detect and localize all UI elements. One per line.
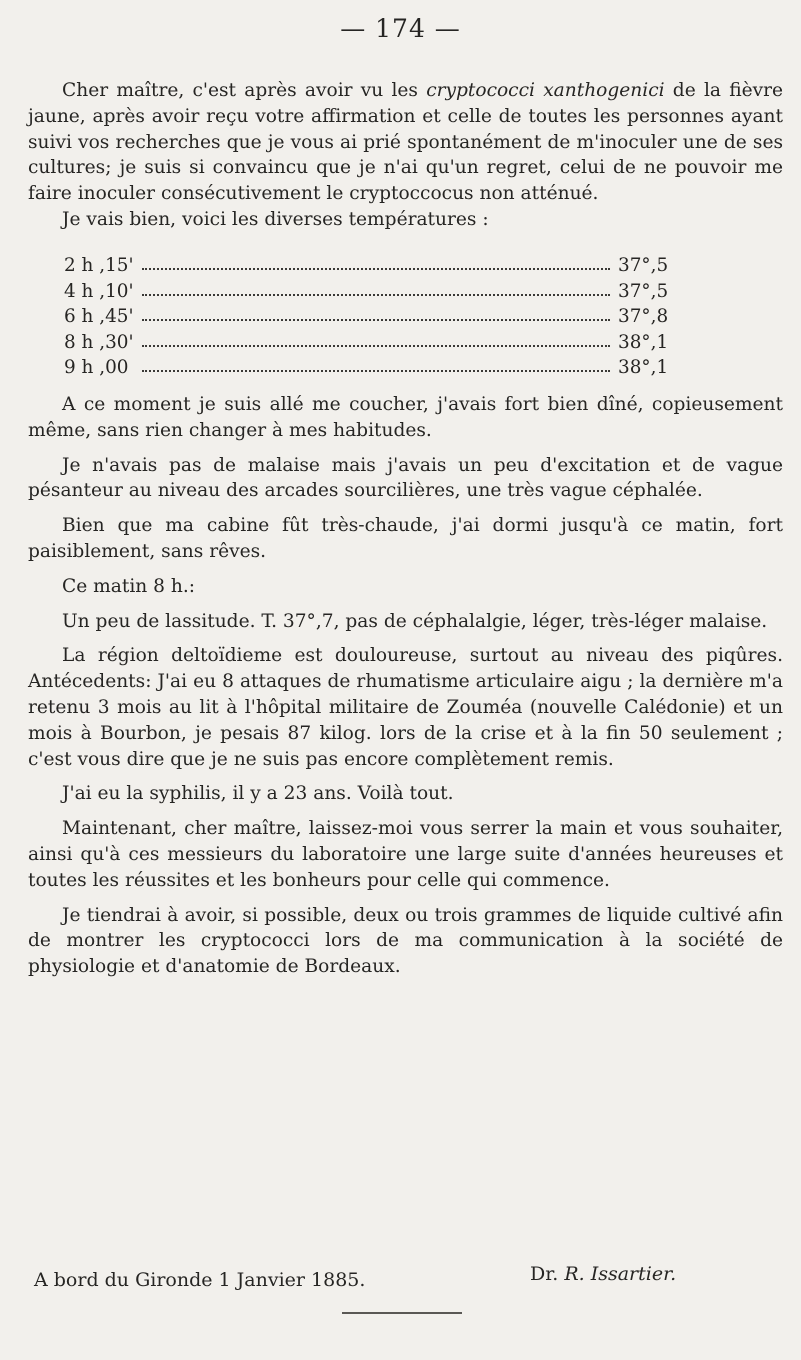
body-paragraph: Bien que ma cabine fût très-chaude, j'ai dormi jusqu'à ce matin, fort paisiblement, sans rêves. bbox=[28, 515, 783, 562]
temperature-time: 2 h ,15' bbox=[64, 255, 134, 276]
end-rule bbox=[342, 1312, 462, 1314]
temperature-row bbox=[64, 304, 704, 330]
temperature-value: 37°,8 bbox=[618, 306, 669, 327]
temperature-table bbox=[64, 253, 704, 381]
body-paragraph: Ce matin 8 h.: bbox=[62, 575, 196, 597]
intro-paragraph bbox=[28, 78, 783, 207]
body-paragraph: J'ai eu la syphilis, il y a 23 ans. Voilà tout. bbox=[62, 783, 454, 805]
temperature-value: 37°,5 bbox=[618, 255, 669, 276]
letter-opening bbox=[28, 78, 783, 233]
leader-dots bbox=[142, 345, 610, 347]
temperature-time: 8 h ,30' bbox=[64, 331, 134, 353]
temperature-time: 4 h ,10' bbox=[64, 280, 134, 302]
temperature-row bbox=[64, 253, 704, 279]
leader-dots bbox=[142, 319, 610, 321]
temperature-row bbox=[64, 279, 704, 305]
leader-dots bbox=[142, 268, 610, 270]
temperature-value: 37°,5 bbox=[618, 280, 669, 302]
leader-dots bbox=[142, 294, 610, 296]
temperatures-intro: Je vais bien, voici les diverses températures : bbox=[62, 208, 489, 230]
temperature-row bbox=[64, 330, 704, 356]
temperature-time: 9 h ,00 bbox=[64, 357, 129, 378]
temperature-value: 38°,1 bbox=[618, 331, 669, 353]
body-paragraph: La région deltoïdieme est douloureuse, surtout au niveau des piqûres. Antécedents: J'ai eu 8 attaques de rhumatisme articulaire aigu ; la dernière m'a retenu 3 mois au lit à l'hôpital militaire de Zouméa (nouvelle Calédonie) et un mois à Bourbon, je pesais 87 kilog. lors de la crise et à la fin 50 seulement ; c'est vous dire que je ne suis pas encore complètement remis. bbox=[28, 645, 783, 770]
letter-signoff: A bord du Gironde 1 Janvier 1885. bbox=[34, 1269, 366, 1291]
leader-dots bbox=[142, 370, 610, 372]
body-paragraph: Un peu de lassitude. T. 37°,7, pas de céphalalgie, léger, très-léger malaise. bbox=[62, 610, 768, 632]
intro-italic-term: cryptococci xanthogenici bbox=[426, 80, 665, 101]
signature-title: Dr. bbox=[530, 1263, 565, 1285]
intro-text-start: Cher maître, c'est après avoir vu les bbox=[62, 80, 427, 101]
intro-text-end: de la fièvre jaune, après avoir reçu votre affirmation et celle de toutes les personnes ayant suivi vos recherches que je vous ai prié spontanément de m'inoculer une de ses cultures; je suis si convaincu que je n'ai qu'un regret, celui de ne pouvoir me faire inoculer consécutivement le cryptoccocus non atténué. bbox=[28, 80, 784, 205]
signature-name: R. Issartier. bbox=[564, 1263, 677, 1285]
body-paragraph: Je n'avais pas de malaise mais j'avais un peu d'excitation et de vague pésanteur au niveau des arcades sourcilières, une très vague céphalée. bbox=[28, 454, 783, 502]
temperature-row bbox=[64, 355, 704, 381]
body-paragraph: Maintenant, cher maître, laissez-moi vous serrer la main et vous souhaiter, ainsi qu'à ces messieurs du laboratoire une large suite d'années heureuses et toutes les réussites et les bonheurs pour celle qui commence. bbox=[28, 818, 783, 891]
letter-body bbox=[28, 392, 783, 980]
temperature-time: 6 h ,45' bbox=[64, 306, 134, 327]
body-paragraph: A ce moment je suis allé me coucher, j'avais fort bien dîné, copieusement même, sans rien changer à mes habitudes. bbox=[28, 394, 783, 441]
body-paragraph: Je tiendrai à avoir, si possible, deux ou trois grammes de liquide cultivé afin de montrer les cryptococci lors de ma communication à la société de physiologie et d'anatomie de Bordeaux. bbox=[28, 904, 783, 978]
temperature-value: 38°,1 bbox=[618, 357, 669, 378]
letter-signature bbox=[530, 1262, 676, 1286]
page-number: — 174 — bbox=[340, 14, 461, 43]
